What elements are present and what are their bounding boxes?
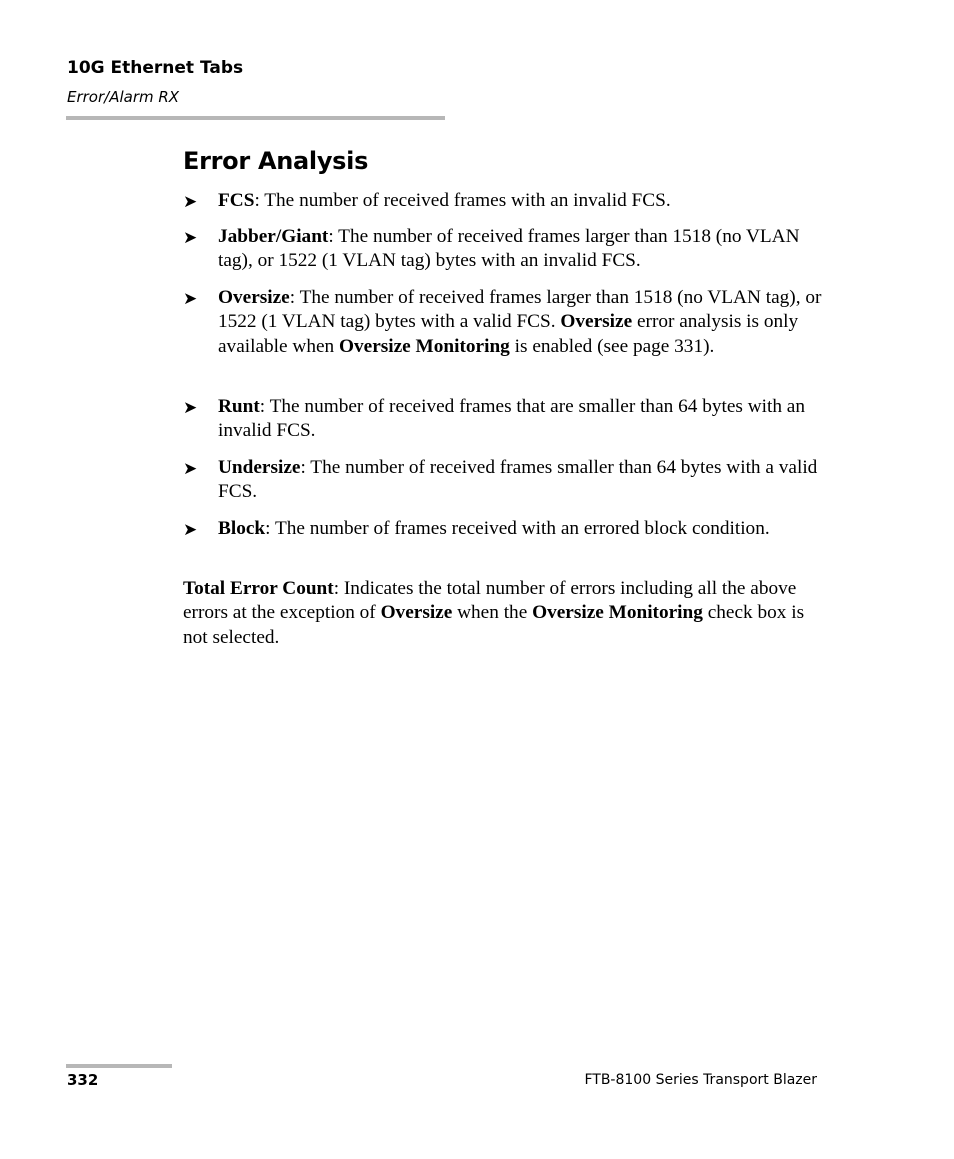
- bullet-description: : The number of received frames smaller than 64 bytes with a valid FCS.: [218, 457, 818, 503]
- header-divider: [66, 116, 445, 120]
- arrow-bullet-icon: ➤: [183, 398, 198, 418]
- bullet-term: Oversize Monitoring: [339, 335, 510, 357]
- running-header-subtitle: Error/Alarm RX: [67, 88, 180, 106]
- footer-document-title: FTB-8100 Series Transport Blazer: [584, 1072, 817, 1088]
- paragraph-text: when the: [452, 602, 533, 624]
- footer-divider: [66, 1064, 172, 1068]
- bullet-description: : The number of received frames larger than 1518 (no VLAN tag), or 1522 (1 VLAN tag) bytes with an invalid FCS.: [218, 226, 800, 272]
- total-error-count-paragraph: [183, 577, 823, 650]
- bullet-item-jabber-giant: [183, 225, 823, 274]
- arrow-bullet-icon: ➤: [183, 520, 198, 540]
- paragraph-text: check box is not selected.: [183, 602, 805, 648]
- arrow-bullet-icon: ➤: [183, 192, 198, 212]
- bullet-text: [218, 517, 823, 541]
- bullet-description: : The number of frames received with an errored block condition.: [265, 518, 770, 539]
- running-header-title: 10G Ethernet Tabs: [67, 58, 244, 78]
- bullet-description: is enabled (see page 331).: [509, 335, 715, 357]
- bullet-term: Jabber/Giant: [218, 226, 329, 247]
- bullet-term: Oversize: [560, 311, 633, 333]
- paragraph-term: Oversize Monitoring: [532, 602, 703, 624]
- bullet-text: [218, 456, 823, 505]
- bullet-description: : The number of received frames larger than 1518 (no VLAN tag), or 1522 (1 VLAN tag) bytes with a valid FCS.: [218, 287, 822, 333]
- page-number: 332: [67, 1071, 99, 1089]
- bullet-description: error analysis is only available when: [218, 311, 799, 357]
- paragraph-term: Total Error Count: [183, 578, 334, 599]
- paragraph-term: Oversize: [380, 602, 453, 624]
- bullet-item-fcs: [183, 189, 823, 213]
- bullet-description: : The number of received frames with an invalid FCS.: [254, 190, 671, 211]
- paragraph-text: : Indicates the total number of errors including all the above errors at the exception of: [183, 578, 797, 624]
- bullet-item-undersize: [183, 456, 823, 505]
- bullet-text: [218, 189, 823, 213]
- bullet-text: [218, 225, 823, 274]
- bullet-text: [218, 395, 823, 444]
- bullet-item-oversize: [183, 286, 823, 359]
- bullet-item-runt: [183, 395, 823, 444]
- bullet-description: : The number of received frames that are smaller than 64 bytes with an invalid FCS.: [218, 396, 806, 442]
- bullet-term: Oversize: [218, 287, 290, 308]
- bullet-term: Block: [218, 518, 266, 539]
- bullet-term: Runt: [218, 396, 260, 417]
- arrow-bullet-icon: ➤: [183, 459, 198, 479]
- arrow-bullet-icon: ➤: [183, 289, 198, 309]
- arrow-bullet-icon: ➤: [183, 228, 198, 248]
- section-heading: Error Analysis: [183, 147, 369, 175]
- bullet-item-block: [183, 517, 823, 541]
- bullet-term: Undersize: [218, 457, 301, 478]
- bullet-text: [218, 286, 823, 359]
- bullet-term: FCS: [218, 190, 255, 211]
